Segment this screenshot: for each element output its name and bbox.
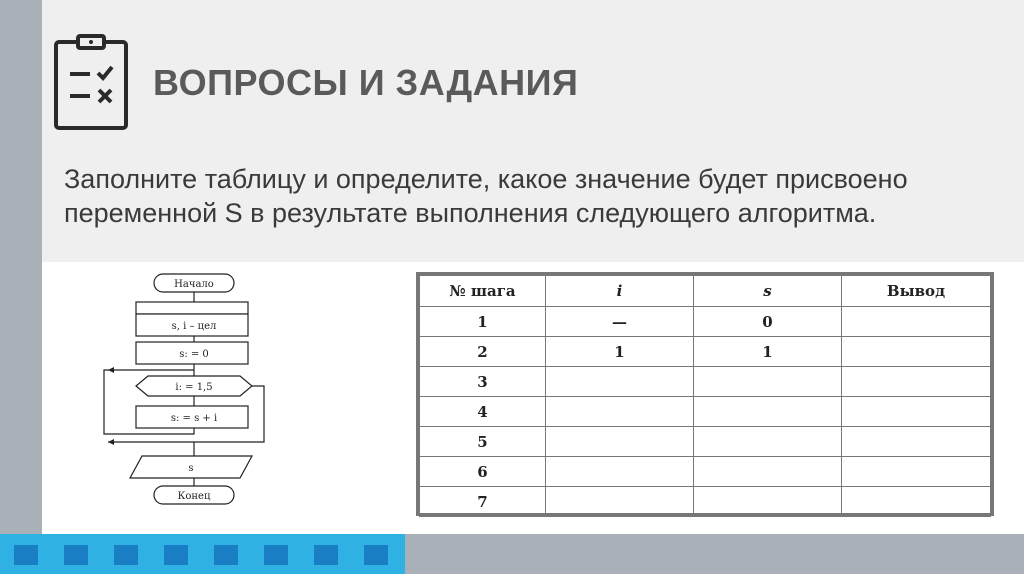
table-cell: [842, 427, 991, 457]
table-cell: 1: [546, 337, 694, 367]
table-cell: [842, 307, 991, 337]
table-cell: 1: [694, 337, 842, 367]
table-row: [420, 367, 991, 397]
table-row: [420, 487, 991, 517]
table-cell: [546, 397, 694, 427]
table-cell: 1: [420, 307, 546, 337]
flow-body-label: s: = s + i: [170, 413, 218, 424]
table-cell: —: [546, 307, 694, 337]
table-cell: [842, 367, 991, 397]
table-cell: [842, 487, 991, 517]
page-title: ВОПРОСЫ И ЗАДАНИЯ: [153, 62, 579, 103]
flow-end-label: Конец: [177, 491, 211, 502]
table-row: [420, 457, 991, 487]
decor-square: [114, 545, 138, 565]
task-text: Заполните таблицу и определите, какое значение будет присвоено переменной S в результате выполнения следующего алгоритма.: [64, 164, 908, 228]
table-cell: [694, 367, 842, 397]
left-side-bar: [0, 0, 42, 574]
table-cell: [842, 397, 991, 427]
table-cell: [694, 457, 842, 487]
column-header: i: [546, 276, 694, 307]
table-row: [420, 307, 991, 337]
flow-init-label: s: = 0: [179, 349, 209, 360]
decor-square: [64, 545, 88, 565]
flowchart: [100, 270, 280, 515]
bottom-accent-bar: [0, 534, 405, 574]
table-row: [420, 427, 991, 457]
trace-table: [416, 272, 994, 516]
table-cell: 2: [420, 337, 546, 367]
column-header: s: [694, 276, 842, 307]
table-cell: [694, 427, 842, 457]
column-header: № шага: [420, 276, 546, 307]
table-header-row: [420, 276, 991, 307]
decor-square: [314, 545, 338, 565]
table-cell: 6: [420, 457, 546, 487]
decor-square: [364, 545, 388, 565]
flow-declare-box: [136, 302, 248, 314]
clipboard-checklist-icon: [52, 32, 130, 132]
flow-start-label: Начало: [174, 279, 214, 290]
table-cell: 7: [420, 487, 546, 517]
decor-square: [264, 545, 288, 565]
table-cell: 4: [420, 397, 546, 427]
table-cell: [694, 487, 842, 517]
table-row: [420, 397, 991, 427]
table-cell: [546, 367, 694, 397]
table-cell: 3: [420, 367, 546, 397]
flow-output-label: s: [188, 463, 194, 474]
flow-declare-label: s, i – цел: [171, 321, 217, 332]
decor-square: [214, 545, 238, 565]
column-header: Вывод: [842, 276, 991, 307]
table-cell: [694, 397, 842, 427]
table-cell: [546, 427, 694, 457]
table-cell: [546, 457, 694, 487]
table-cell: [842, 337, 991, 367]
table-cell: [546, 487, 694, 517]
flow-loop-label: i: = 1,5: [175, 382, 213, 393]
decor-square: [164, 545, 188, 565]
table-cell: 5: [420, 427, 546, 457]
table-row: [420, 337, 991, 367]
decor-square: [14, 545, 38, 565]
table-cell: [842, 457, 991, 487]
table-cell: 0: [694, 307, 842, 337]
